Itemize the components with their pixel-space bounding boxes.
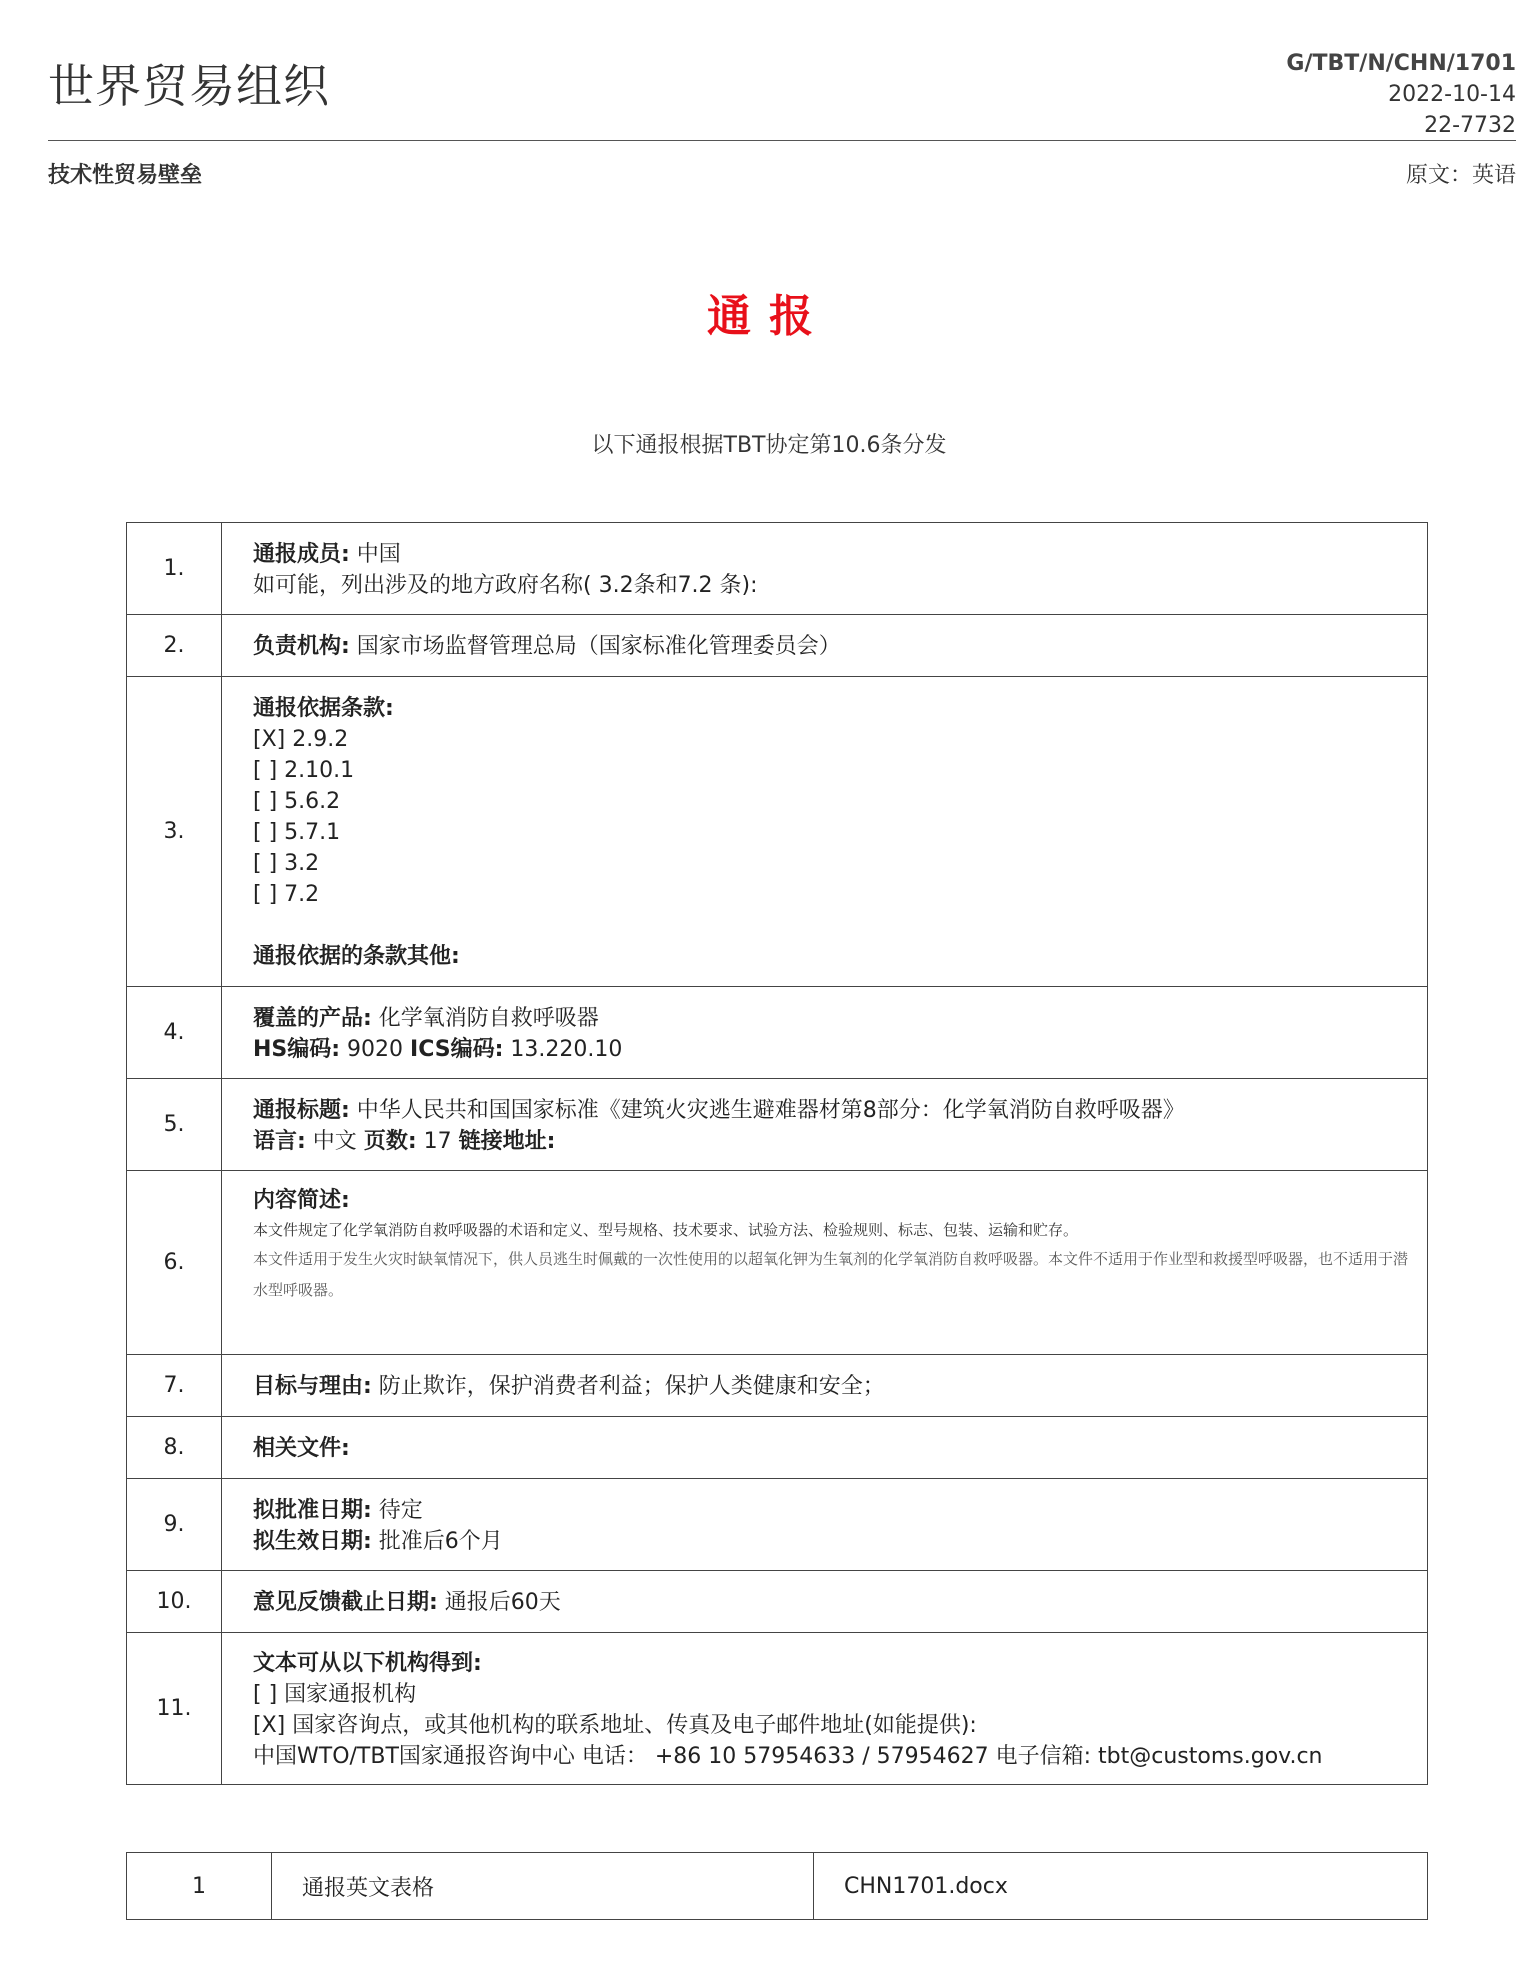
article-option: [ ] 5.6.2 — [253, 789, 341, 814]
original-language: 原文：英语 — [1405, 163, 1516, 188]
row-content — [222, 1479, 1428, 1571]
row-number: 6. — [127, 1171, 222, 1355]
field-value: 通报后60天 — [437, 1590, 561, 1615]
field-value: 中国 — [349, 541, 401, 567]
row-number: 11. — [127, 1633, 222, 1785]
table-row — [127, 523, 1428, 615]
notification-table — [126, 522, 1428, 1785]
row-number: 3. — [127, 677, 222, 987]
field-value: 17 — [416, 1128, 459, 1154]
table-row — [127, 615, 1428, 677]
field-label: 负责机构: — [253, 634, 350, 659]
table-row — [127, 1571, 1428, 1633]
field-value: 待定 — [371, 1497, 423, 1523]
field-value: 国家市场监督管理总局（国家标准化管理委员会） — [349, 634, 841, 659]
field-value: 化学氧消防自救呼吸器 — [371, 1005, 599, 1031]
field-value: 9020 — [340, 1036, 411, 1062]
row-number: 9. — [127, 1479, 222, 1571]
field-label: 意见反馈截止日期: — [253, 1590, 438, 1615]
field-value: 13.220.10 — [503, 1036, 623, 1062]
availability-option: [X] 国家咨询点，或其他机构的联系地址、传真及电子邮件地址(如能提供): — [253, 1712, 977, 1738]
attachment-name: 通报英文表格 — [272, 1853, 814, 1920]
committee-name: 技术性贸易壁垒 — [48, 163, 203, 188]
field-label: 通报依据的条款其他: — [253, 944, 460, 969]
field-label: 语言: — [253, 1128, 306, 1154]
row-content — [222, 523, 1428, 615]
field-label: 拟生效日期: — [253, 1528, 372, 1554]
field-label: 覆盖的产品: — [253, 1005, 372, 1031]
row-number: 4. — [127, 987, 222, 1079]
attachment-file-link[interactable]: CHN1701.docx — [814, 1853, 1428, 1920]
row-content — [222, 1571, 1428, 1633]
row-content — [222, 1355, 1428, 1417]
row-number: 7. — [127, 1355, 222, 1417]
field-label: 文本可从以下机构得到: — [253, 1650, 482, 1676]
row-number: 8. — [127, 1417, 222, 1479]
article-option: [ ] 5.7.1 — [253, 820, 341, 845]
table-row — [127, 1853, 1428, 1920]
attachment-number: 1 — [127, 1853, 272, 1920]
field-value: 防止欺诈，保护消费者利益；保护人类健康和安全； — [371, 1374, 885, 1399]
field-label: 目标与理由: — [253, 1374, 372, 1399]
field-label: 通报成员: — [253, 541, 350, 567]
table-row — [127, 1633, 1428, 1785]
availability-option: [ ] 国家通报机构 — [253, 1681, 417, 1707]
field-value: 中华人民共和国国家标准《建筑火灾逃生避难器材第8部分：化学氧消防自救呼吸器》 — [349, 1097, 1185, 1123]
row-number: 10. — [127, 1571, 222, 1633]
document-reference: 22-7732 — [1424, 113, 1516, 138]
article-option: [ ] 7.2 — [253, 882, 320, 907]
document-meta — [1286, 48, 1516, 141]
table-row — [127, 677, 1428, 987]
article-option: [ ] 3.2 — [253, 851, 320, 876]
table-row — [127, 1355, 1428, 1417]
attachment-table — [126, 1852, 1428, 1920]
field-note: 如可能，列出涉及的地方政府名称( 3.2条和7.2 条): — [253, 572, 758, 598]
field-label: 链接地址: — [458, 1128, 556, 1154]
field-label: 通报标题: — [253, 1097, 350, 1123]
field-label: 内容简述: — [253, 1188, 350, 1213]
row-content — [222, 1079, 1428, 1171]
table-row — [127, 1079, 1428, 1171]
row-content — [222, 1417, 1428, 1479]
field-value: 批准后6个月 — [371, 1528, 503, 1554]
table-row — [127, 1171, 1428, 1355]
row-content — [222, 615, 1428, 677]
intro-text: 以下通报根据TBT协定第10.6条分发 — [591, 433, 947, 458]
table-row — [127, 1417, 1428, 1479]
header-divider — [48, 140, 1516, 141]
field-label: 通报依据条款: — [253, 696, 394, 721]
table-row — [127, 1479, 1428, 1571]
row-number: 2. — [127, 615, 222, 677]
table-row — [127, 987, 1428, 1079]
summary-text: 本文件规定了化学氧消防自救呼吸器的术语和定义、型号规格、技术要求、试验方法、检验规则、标志、包装、运输和贮存。 — [253, 1221, 1079, 1239]
summary-text: 本文件适用于发生火灾时缺氧情况下，供人员逃生时佩戴的一次性使用的以超氧化钾为生氧剂的化学氧消防自救呼吸器。本文件不适用于作业型和救援型呼吸器，也不适用于潜水型呼吸器。 — [253, 1250, 1409, 1299]
field-label: HS编码: — [253, 1036, 341, 1062]
field-label: 拟批准日期: — [253, 1497, 372, 1523]
article-option: [X] 2.9.2 — [253, 727, 349, 752]
notice-title: 通报 — [707, 291, 831, 342]
contact-info: 中国WTO/TBT国家通报咨询中心 电话： +86 10 57954633 / 57954627 电子信箱: tbt@customs.gov.cn — [253, 1743, 1323, 1769]
field-label: ICS编码: — [410, 1036, 504, 1062]
field-label: 页数: — [363, 1128, 417, 1154]
article-option: [ ] 2.10.1 — [253, 758, 355, 783]
organization-title: 世界贸易组织 — [48, 59, 330, 113]
row-content — [222, 1633, 1428, 1785]
row-content — [222, 677, 1428, 987]
row-number: 1. — [127, 523, 222, 615]
row-content — [222, 987, 1428, 1079]
row-number: 5. — [127, 1079, 222, 1171]
row-content — [222, 1171, 1428, 1355]
field-label: 相关文件: — [253, 1436, 350, 1461]
document-date: 2022-10-14 — [1388, 82, 1516, 107]
document-symbol: G/TBT/N/CHN/1701 — [1286, 51, 1516, 76]
field-value: 中文 — [305, 1128, 364, 1154]
